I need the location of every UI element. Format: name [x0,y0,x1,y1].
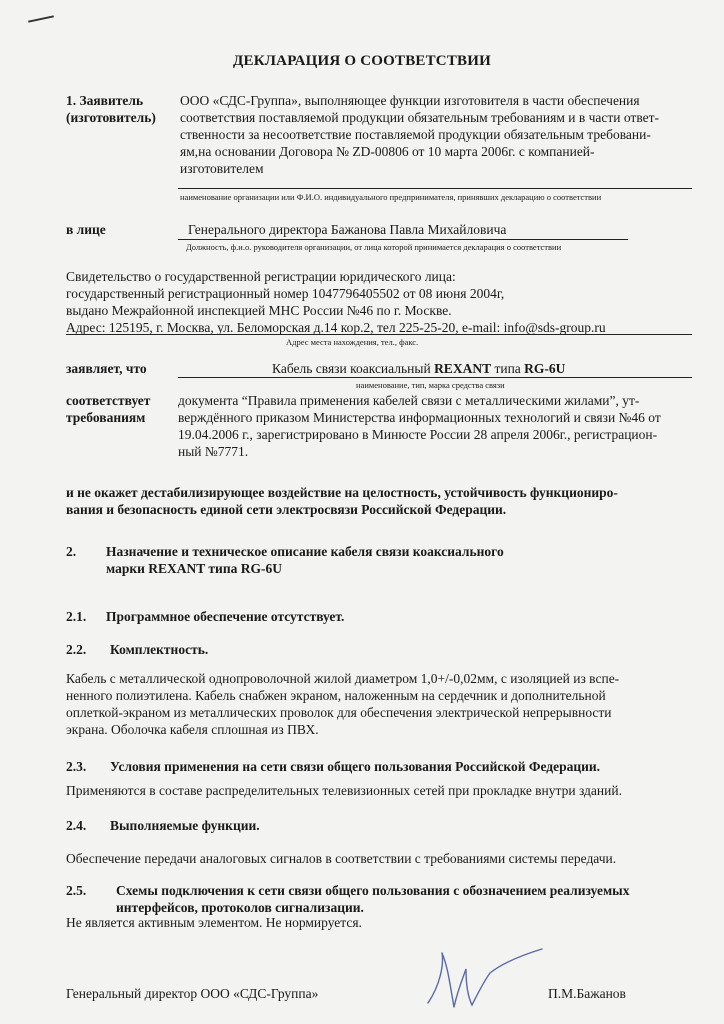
section-2-5-title: Схемы подключения к сети связи общего пользования с обозначением реализуемых интерфейсов, протоколов сигнализации. [116,883,630,915]
applicant-rule [178,188,692,189]
section-2-4-title: Выполняемые функции. [110,818,260,833]
conforms-text: документа “Правила применения кабелей связи с металлическими жилами”, ут- верждённого приказом Министерства информационных технологий и связи №46 от 19.04.2006 г., зарегистрировано в Минюсте России 28 апреля 2006г., регистрацион- ный №7771. [178,393,661,459]
person-caption: Должность, ф.и.о. руководителя организации, от лица которой принимается декларация о соответствии [186,242,562,252]
section-2-title: Назначение и техническое описание кабеля связи коаксиального марки REXANT типа RG-6U [106,544,504,576]
registration-block: Свидетельство о государственной регистрации юридического лица: государственный регистрационный номер 1047796405502 от 08 июня 2004г, выдано Межрайонной инспекцией МНС России №46 по г. Москве. Адрес: 125195, г. Москва, ул. Беломорская д.14 кор.2, тел 225-25-20, e-mail: info@sds-group.ru [66,269,606,335]
declares-value: Кабель связи коаксиальный REXANT типа RG-6U [272,361,566,376]
signature [420,945,550,1015]
section-2-number: 2. [66,544,77,559]
section-2-3-number: 2.3. [66,759,87,774]
section-2-3-body: Применяются в составе распределительных телевизионных сетей при прокладке внутри зданий. [66,783,622,798]
pen-mark [28,15,54,22]
registration-caption: Адрес места нахождения, тел., факс. [286,337,419,347]
signatory-name: П.М.Бажанов [548,986,626,1001]
section-2-5-number: 2.5. [66,883,87,898]
conforms-label: соответствует требованиям [66,393,151,425]
section-2-5-body: Не является активным элементом. Не нормируется. [66,915,362,930]
section-2-1-number: 2.1. [66,609,87,624]
section-2-4-body: Обеспечение передачи аналоговых сигналов в соответствии с требованиями системы передачи. [66,851,617,866]
registration-rule [66,334,692,335]
applicant-label: 1. Заявитель (изготовитель) [66,93,156,125]
declares-label: заявляет, что [66,361,147,376]
section-2-2-number: 2.2. [66,642,87,657]
applicant-caption: наименование организации или Ф.И.О. индивидуального предпринимателя, принявших декларацию о соответствии [180,192,602,202]
declares-rule [178,377,692,378]
document-title: ДЕКЛАРАЦИЯ О СООТВЕТСТВИИ [233,53,491,69]
signatory-position: Генеральный директор ООО «СДС-Группа» [66,986,319,1001]
section-2-4-number: 2.4. [66,818,87,833]
person-value: Генерального директора Бажанова Павла Михайловича [188,222,507,237]
applicant-text: ООО «СДС-Группа», выполняющее функции изготовителя в части обеспечения соответствия поставляемой продукции обязательным требованиям и в части ответ- ственности за несоответствие поставляемой продукции обязательным требовани- ям,на основании Договора № ZD-00806 от 10 марта 2006г. с компанией- изготовителем [180,93,660,176]
section-2-2-title: Комплектность. [110,642,209,657]
person-label: в лице [66,222,106,237]
person-rule [178,239,628,240]
signature-stroke [428,949,542,1007]
section-2-1-title: Программное обеспечение отсутствует. [106,609,345,624]
statement-text: и не окажет дестабилизирующее воздействие на целостность, устойчивость функциониро- вания и безопасность единой сети электросвязи Российской Федерации. [66,485,618,517]
declares-caption: наименование, тип, марка средства связи [356,380,505,390]
section-2-3-title: Условия применения на сети связи общего пользования Российской Федерации. [110,759,601,774]
section-2-2-body: Кабель с металлической однопроволочной жилой диаметром 1,0+/-0,02мм, с изоляцией из вспе- ненного полиэтилена. Кабель снабжен экраном, наложенным на сердечник и дополнительной оплеткой-экраном из металлических проволок для обеспечения электрической непрерывности экрана. Оболочка кабеля сплошная из ПВХ. [66,671,620,737]
